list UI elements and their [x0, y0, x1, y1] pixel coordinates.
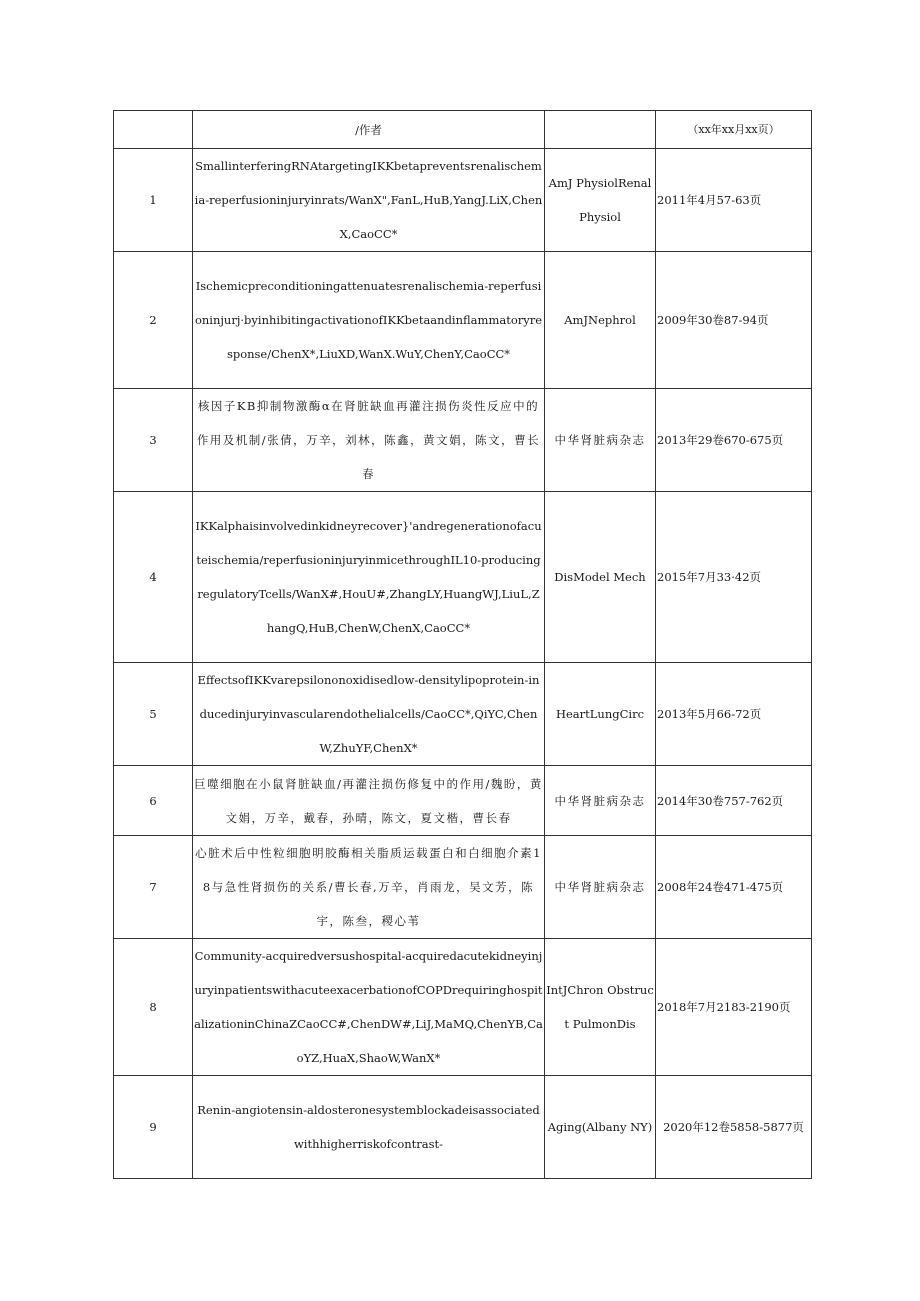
row-journal: AmJ PhysiolRenalPhysiol — [545, 149, 656, 252]
row-journal: DisModel Mech — [545, 492, 656, 663]
row-index: 5 — [114, 663, 193, 766]
row-index: 3 — [114, 389, 193, 492]
row-pubinfo: 2013年5月66-72页 — [656, 663, 812, 766]
row-index: 7 — [114, 836, 193, 939]
row-journal: IntJChron Obstruct PulmonDis — [545, 939, 656, 1076]
row-index: 1 — [114, 149, 193, 252]
table-row — [114, 1076, 812, 1179]
row-title: 巨噬细胞在小鼠肾脏缺血/再灌注损伤修复中的作用/魏盼，黄文娟，万辛，戴春，孙晴，陈文，夏文楷，曹长春 — [193, 766, 545, 836]
row-journal: HeartLungCirc — [545, 663, 656, 766]
row-pubinfo: 2014年30卷757-762页 — [656, 766, 812, 836]
row-journal: 中华肾脏病杂志 — [545, 389, 656, 492]
table-row — [114, 149, 812, 252]
row-pubinfo: 2015年7月33·42页 — [656, 492, 812, 663]
row-journal: 中华肾脏病杂志 — [545, 836, 656, 939]
header-journal — [545, 111, 656, 149]
row-title: Community-acquiredversushospital-acquiredacutekidneyinjuryinpatientswithacuteexacerbationofCOPDrequiringhospitalizationinChinaZCaoCC#,ChenDW#,LiJ,MaMQ,ChenYB,CaoYZ,HuaX,ShaoW,WanX* — [193, 939, 545, 1076]
row-title: Renin-angiotensin-aldosteronesystemblockadeisassociatedwithhigherriskofcontrast- — [193, 1076, 545, 1179]
header-index — [114, 111, 193, 149]
row-index: 8 — [114, 939, 193, 1076]
row-index: 4 — [114, 492, 193, 663]
row-journal: AmJNephrol — [545, 252, 656, 389]
row-title: 心脏术后中性粒细胞明胶酶相关脂质运载蛋白和白细胞介素18与急性肾损伤的关系/曹长春,万辛，肖雨龙，吴文芳，陈宇，陈叁，稷心苇 — [193, 836, 545, 939]
row-pubinfo: 2008年24卷471-475页 — [656, 836, 812, 939]
row-title: SmallinterferingRNAtargetingIKKbetapreventsrenalischemia-reperfusioninjuryinrats/WanX",FanL,HuB,YangJ.LiX,ChenX,CaoCC* — [193, 149, 545, 252]
row-title: IKKalphaisinvolvedinkidneyrecover}'andregenerationofacuteischemia/reperfusioninjuryinmicethroughIL10-producingregulatoryTcells/WanX#,HouU#,ZhangLY,HuangWJ,LiuL,ZhangQ,HuB,ChenW,ChenX,CaoCC* — [193, 492, 545, 663]
row-index: 6 — [114, 766, 193, 836]
table-row — [114, 663, 812, 766]
table-row — [114, 766, 812, 836]
header-title-author: /作者 — [193, 111, 545, 149]
row-index: 2 — [114, 252, 193, 389]
row-journal: Aging(Albany NY) — [545, 1076, 656, 1179]
row-pubinfo: 2009年30卷87-94页 — [656, 252, 812, 389]
row-pubinfo: 2020年12卷5858-5877页 — [656, 1076, 812, 1179]
row-pubinfo: 2011年4月57-63页 — [656, 149, 812, 252]
row-title: EffectsofIKKvarepsilononoxidisedlow-densitylipoprotein-inducedinjuryinvascularendothelialcells/CaoCC*,QiYC,ChenW,ZhuYF,ChenX* — [193, 663, 545, 766]
table-row — [114, 389, 812, 492]
row-index: 9 — [114, 1076, 193, 1179]
row-pubinfo: 2013年29卷670-675页 — [656, 389, 812, 492]
table-row — [114, 939, 812, 1076]
header-pubinfo: （xx年xx月xx页） — [656, 111, 812, 149]
table-row — [114, 836, 812, 939]
table-header-row — [114, 111, 812, 149]
row-pubinfo: 2018年7月2183-2190页 — [656, 939, 812, 1076]
publication-table — [113, 110, 812, 1179]
row-title: Ischemicpreconditioningattenuatesrenalischemia-reperfusioninjurj·byinhibitingactivationofIKKbetaandinflammatoryresponse/ChenX*,LiuXD,WanX.WuY,ChenY,CaoCC* — [193, 252, 545, 389]
row-journal: 中华肾脏病杂志 — [545, 766, 656, 836]
table-row — [114, 492, 812, 663]
table-row — [114, 252, 812, 389]
row-title: 核因子KB抑制物激酶α在肾脏缺血再灌注损伤炎性反应中的作用及机制/张倩，万辛，刘林，陈鑫，黄文娟，陈文，曹长春 — [193, 389, 545, 492]
